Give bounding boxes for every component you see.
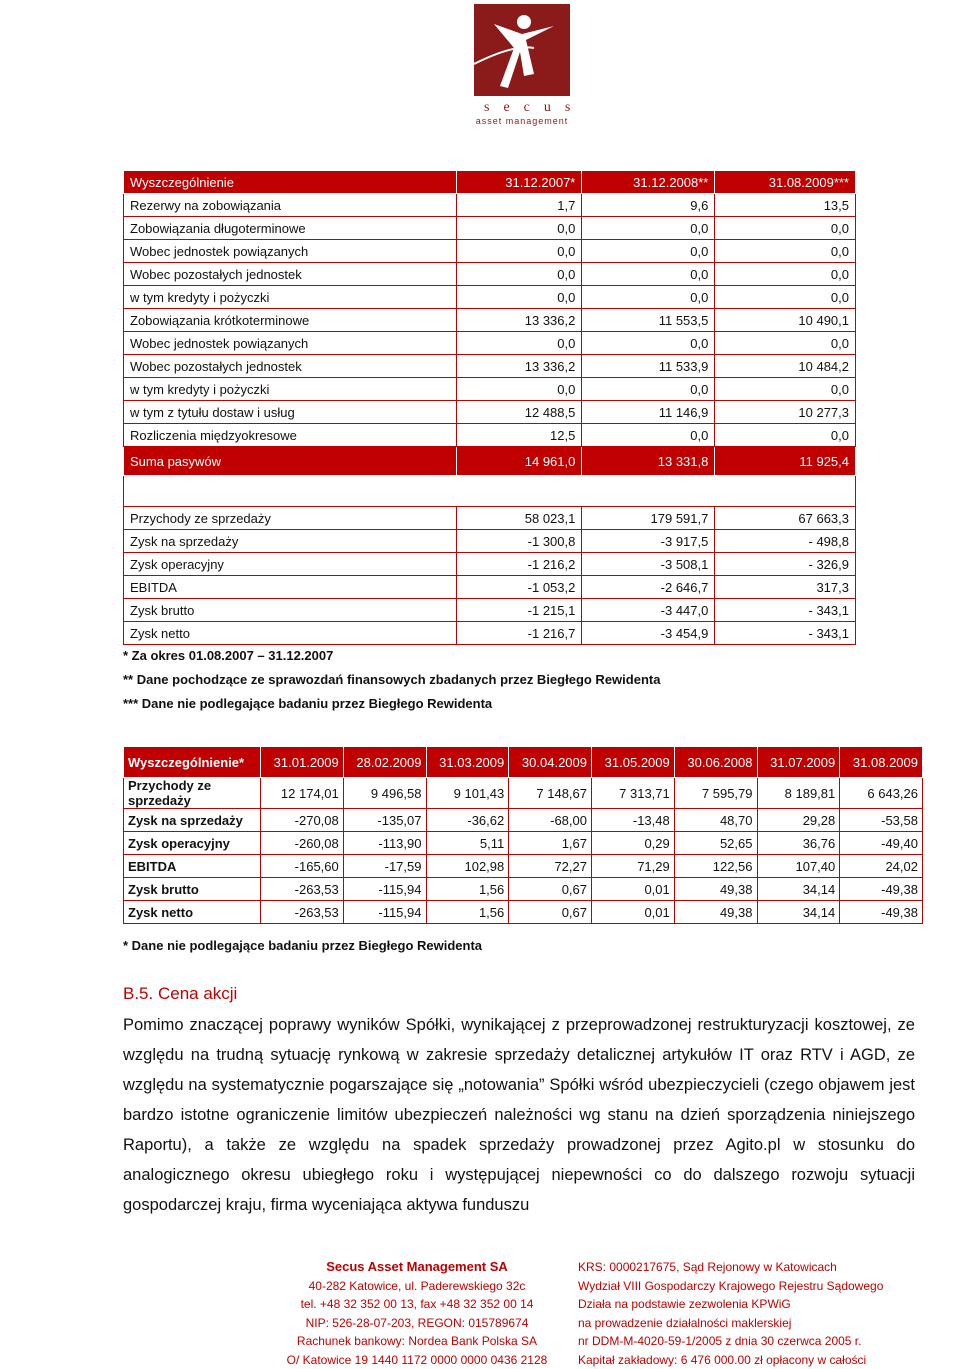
cell: -3 454,9 — [582, 622, 715, 645]
cell: -1 216,2 — [457, 553, 582, 576]
footer-left — [286, 1258, 548, 1369]
table-row — [124, 424, 856, 447]
cell: 0,0 — [715, 378, 856, 401]
footnote: * Dane nie podlegające badaniu przez Biegłego Rewidenta — [123, 938, 482, 953]
balance-table — [123, 170, 856, 645]
footer-line: 40-282 Katowice, ul. Paderewskiego 32c — [286, 1277, 548, 1296]
header-cell: 31.03.2009 — [426, 747, 509, 778]
footer-line: Działa na podstawie zezwolenia KPWiG — [578, 1295, 883, 1314]
footer-line: KRS: 0000217675, Sąd Rejonowy w Katowicach — [578, 1258, 883, 1277]
cell: -1 215,1 — [457, 599, 582, 622]
table-row — [124, 332, 856, 355]
cell: 52,65 — [674, 832, 757, 855]
row-label: Zysk brutto — [124, 878, 261, 901]
cell: 49,38 — [674, 878, 757, 901]
cell: 0,01 — [592, 878, 675, 901]
row-label: w tym kredyty i pożyczki — [124, 378, 457, 401]
row-label: Zysk netto — [124, 901, 261, 924]
cell: -1 053,2 — [457, 576, 582, 599]
cell: 122,56 — [674, 855, 757, 878]
cell: 0,0 — [582, 378, 715, 401]
table-row — [124, 622, 856, 645]
footer-line: nr DDM-M-4020-59-1/2005 z dnia 30 czerwca 2005 r. — [578, 1332, 883, 1351]
cell: 71,29 — [592, 855, 675, 878]
row-label: Wobec pozostałych jednostek — [124, 263, 457, 286]
header-cell: 28.02.2009 — [343, 747, 426, 778]
cell: -2 646,7 — [582, 576, 715, 599]
cell: 9,6 — [582, 194, 715, 217]
cell: 0,0 — [715, 217, 856, 240]
cell: 0,0 — [457, 217, 582, 240]
table-header-row — [124, 747, 923, 778]
row-label: Zysk brutto — [124, 599, 457, 622]
table-row — [124, 832, 923, 855]
cell: -165,60 — [261, 855, 344, 878]
cell: -113,90 — [343, 832, 426, 855]
table-row — [124, 576, 856, 599]
table-row — [124, 530, 856, 553]
header-cell: 31.07.2009 — [757, 747, 840, 778]
cell: 0,0 — [582, 424, 715, 447]
cell: -270,08 — [261, 809, 344, 832]
footer-line: NIP: 526-28-07-203, REGON: 015789674 — [286, 1314, 548, 1333]
header-cell: 31.12.2007* — [457, 171, 582, 194]
cell: -49,38 — [840, 901, 923, 924]
footnote: *** Dane nie podlegające badaniu przez Biegłego Rewidenta — [123, 696, 492, 711]
cell: 10 490,1 — [715, 309, 856, 332]
cell: -1 216,7 — [457, 622, 582, 645]
cell: -3 508,1 — [582, 553, 715, 576]
cell: 67 663,3 — [715, 507, 856, 530]
row-label: Zysk operacyjny — [124, 553, 457, 576]
footer-company: Secus Asset Management SA — [286, 1258, 548, 1277]
table-row — [124, 553, 856, 576]
row-label: Zysk na sprzedaży — [124, 530, 457, 553]
header-cell: 31.08.2009 — [840, 747, 923, 778]
cell: 11 533,9 — [582, 355, 715, 378]
header-cell: 31.08.2009*** — [715, 171, 856, 194]
table-row — [124, 286, 856, 309]
cell: 0,0 — [582, 217, 715, 240]
table-row — [124, 240, 856, 263]
cell: 1,56 — [426, 878, 509, 901]
row-label: Zysk netto — [124, 622, 457, 645]
cell: 0,0 — [582, 286, 715, 309]
row-label: Zobowiązania krótkoterminowe — [124, 309, 457, 332]
row-label: Przychody ze sprzedaży — [124, 507, 457, 530]
table-row — [124, 401, 856, 424]
cell: 36,76 — [757, 832, 840, 855]
cell: 9 496,58 — [343, 778, 426, 809]
cell: 0,67 — [509, 901, 592, 924]
row-label: Suma pasywów — [124, 447, 457, 476]
cell: 12 174,01 — [261, 778, 344, 809]
cell: 317,3 — [715, 576, 856, 599]
cell: -3 447,0 — [582, 599, 715, 622]
cell: 13 331,8 — [582, 447, 715, 476]
row-label: w tym z tytułu dostaw i usług — [124, 401, 457, 424]
row-label: w tym kredyty i pożyczki — [124, 286, 457, 309]
header-cell: Wyszczególnienie* — [124, 747, 261, 778]
table-row — [124, 378, 856, 401]
cell: 0,01 — [592, 901, 675, 924]
cell: - 326,9 — [715, 553, 856, 576]
cell: 0,0 — [582, 332, 715, 355]
table-row — [124, 217, 856, 240]
header-cell: Wyszczególnienie — [124, 171, 457, 194]
cell: 1,67 — [509, 832, 592, 855]
cell: 7 595,79 — [674, 778, 757, 809]
cell: 13 336,2 — [457, 355, 582, 378]
table-row — [124, 263, 856, 286]
cell: 107,40 — [757, 855, 840, 878]
row-label: Zysk na sprzedaży — [124, 809, 261, 832]
spacer-row — [124, 476, 856, 507]
table-row — [124, 855, 923, 878]
cell: 24,02 — [840, 855, 923, 878]
cell: 7 148,67 — [509, 778, 592, 809]
row-label: Rozliczenia międzyokresowe — [124, 424, 457, 447]
footer-line: tel. +48 32 352 00 13, fax +48 32 352 00 14 — [286, 1295, 548, 1314]
monthly-results-table — [123, 746, 923, 924]
cell: -263,53 — [261, 901, 344, 924]
cell: 0,0 — [582, 263, 715, 286]
header-cell: 31.05.2009 — [592, 747, 675, 778]
cell: 11 146,9 — [582, 401, 715, 424]
cell: 72,27 — [509, 855, 592, 878]
table-row — [124, 809, 923, 832]
table-row — [124, 778, 923, 809]
cell: 0,0 — [715, 424, 856, 447]
cell: -263,53 — [261, 878, 344, 901]
table-header-row — [124, 171, 856, 194]
table-row — [124, 507, 856, 530]
cell: -53,58 — [840, 809, 923, 832]
cell: -135,07 — [343, 809, 426, 832]
cell: 5,11 — [426, 832, 509, 855]
cell: -1 300,8 — [457, 530, 582, 553]
cell: 29,28 — [757, 809, 840, 832]
cell: 0,29 — [592, 832, 675, 855]
cell: 34,14 — [757, 901, 840, 924]
cell: - 498,8 — [715, 530, 856, 553]
cell: - 343,1 — [715, 622, 856, 645]
table-row — [124, 599, 856, 622]
cell: 49,38 — [674, 901, 757, 924]
logo-wordmark: secus — [472, 100, 572, 116]
cell: -49,40 — [840, 832, 923, 855]
cell: -115,94 — [343, 878, 426, 901]
cell: 34,14 — [757, 878, 840, 901]
footnote: * Za okres 01.08.2007 – 31.12.2007 — [123, 648, 333, 663]
cell: 14 961,0 — [457, 447, 582, 476]
row-label: Rezerwy na zobowiązania — [124, 194, 457, 217]
header-cell: 30.06.2008 — [674, 747, 757, 778]
cell: 13,5 — [715, 194, 856, 217]
row-label: EBITDA — [124, 576, 457, 599]
cell: -17,59 — [343, 855, 426, 878]
footnote: ** Dane pochodzące ze sprawozdań finansowych zbadanych przez Biegłego Rewidenta — [123, 672, 660, 687]
cell: 1,7 — [457, 194, 582, 217]
row-label: Wobec jednostek powiązanych — [124, 240, 457, 263]
cell: 0,0 — [457, 240, 582, 263]
cell: 0,0 — [457, 263, 582, 286]
table-row — [124, 309, 856, 332]
section-paragraph: Pomimo znaczącej poprawy wyników Spółki, wynikającej z przeprowadzonej restrukturyzacji kosztowej, ze względu na trudną sytuację rynkową w zakresie sprzedaży detalicznej artykułów IT oraz RTV i AGD, ze względu na systematycznie pogarszające się „notowania” Spółki wśród ubezpieczycieli (czego objawem jest bardzo istotne ograniczenie limitów ubezpieczeń należności wg stanu na dzień sporządzenia niniejszego Raportu), a także ze względu na spadek sprzedaży prowadzonej przez Agito.pl w stosunku do analogicznego okresu ubiegłego roku i występującej niepewności co do dalszego rozwoju sytuacji gospodarczej kraju, firma wyceniająca aktywa funduszu — [123, 1010, 915, 1220]
cell: - 343,1 — [715, 599, 856, 622]
footer-line: Wydział VIII Gospodarczy Krajowego Rejestru Sądowego — [578, 1277, 883, 1296]
table-row — [124, 194, 856, 217]
cell: -260,08 — [261, 832, 344, 855]
footer-line: O/ Katowice 19 1440 1172 0000 0000 0436 2128 — [286, 1351, 548, 1369]
cell: 12 488,5 — [457, 401, 582, 424]
logo-figure-icon — [474, 4, 570, 96]
footer-line: Rachunek bankowy: Nordea Bank Polska SA — [286, 1332, 548, 1351]
cell: 1,56 — [426, 901, 509, 924]
footer-line: Kapitał zakładowy: 6 476 000.00 zł opłacony w całości — [578, 1351, 883, 1369]
row-label: Przychody ze sprzedaży — [124, 778, 261, 809]
cell: 11 553,5 — [582, 309, 715, 332]
header-cell: 31.12.2008** — [582, 171, 715, 194]
company-logo — [472, 4, 572, 124]
table-row — [124, 355, 856, 378]
cell: 102,98 — [426, 855, 509, 878]
section-title: B.5. Cena akcji — [123, 984, 237, 1004]
cell: 0,0 — [582, 240, 715, 263]
row-label: Wobec jednostek powiązanych — [124, 332, 457, 355]
cell: 8 189,81 — [757, 778, 840, 809]
cell: 12,5 — [457, 424, 582, 447]
logo-subtitle: asset management — [472, 116, 572, 126]
cell: 13 336,2 — [457, 309, 582, 332]
cell: 0,0 — [457, 332, 582, 355]
footer-line: na prowadzenie działalności maklerskiej — [578, 1314, 883, 1333]
cell: 0,0 — [715, 286, 856, 309]
header-cell: 30.04.2009 — [509, 747, 592, 778]
sum-row — [124, 447, 856, 476]
cell: 0,0 — [715, 240, 856, 263]
table-row — [124, 878, 923, 901]
cell: -115,94 — [343, 901, 426, 924]
header-cell: 31.01.2009 — [261, 747, 344, 778]
cell: -13,48 — [592, 809, 675, 832]
cell: -49,38 — [840, 878, 923, 901]
cell: 0,0 — [457, 286, 582, 309]
cell: 0,67 — [509, 878, 592, 901]
row-label: EBITDA — [124, 855, 261, 878]
row-label: Zobowiązania długoterminowe — [124, 217, 457, 240]
cell: 58 023,1 — [457, 507, 582, 530]
cell: 11 925,4 — [715, 447, 856, 476]
cell: 10 277,3 — [715, 401, 856, 424]
row-label: Wobec pozostałych jednostek — [124, 355, 457, 378]
row-label: Zysk operacyjny — [124, 832, 261, 855]
cell: 48,70 — [674, 809, 757, 832]
spacer-cell — [124, 476, 856, 507]
cell: 6 643,26 — [840, 778, 923, 809]
cell: -3 917,5 — [582, 530, 715, 553]
cell: 7 313,71 — [592, 778, 675, 809]
cell: 0,0 — [715, 263, 856, 286]
cell: 0,0 — [715, 332, 856, 355]
cell: 179 591,7 — [582, 507, 715, 530]
footer-right — [578, 1258, 883, 1369]
cell: -36,62 — [426, 809, 509, 832]
table-row — [124, 901, 923, 924]
cell: 10 484,2 — [715, 355, 856, 378]
cell: 9 101,43 — [426, 778, 509, 809]
cell: 0,0 — [457, 378, 582, 401]
cell: -68,00 — [509, 809, 592, 832]
